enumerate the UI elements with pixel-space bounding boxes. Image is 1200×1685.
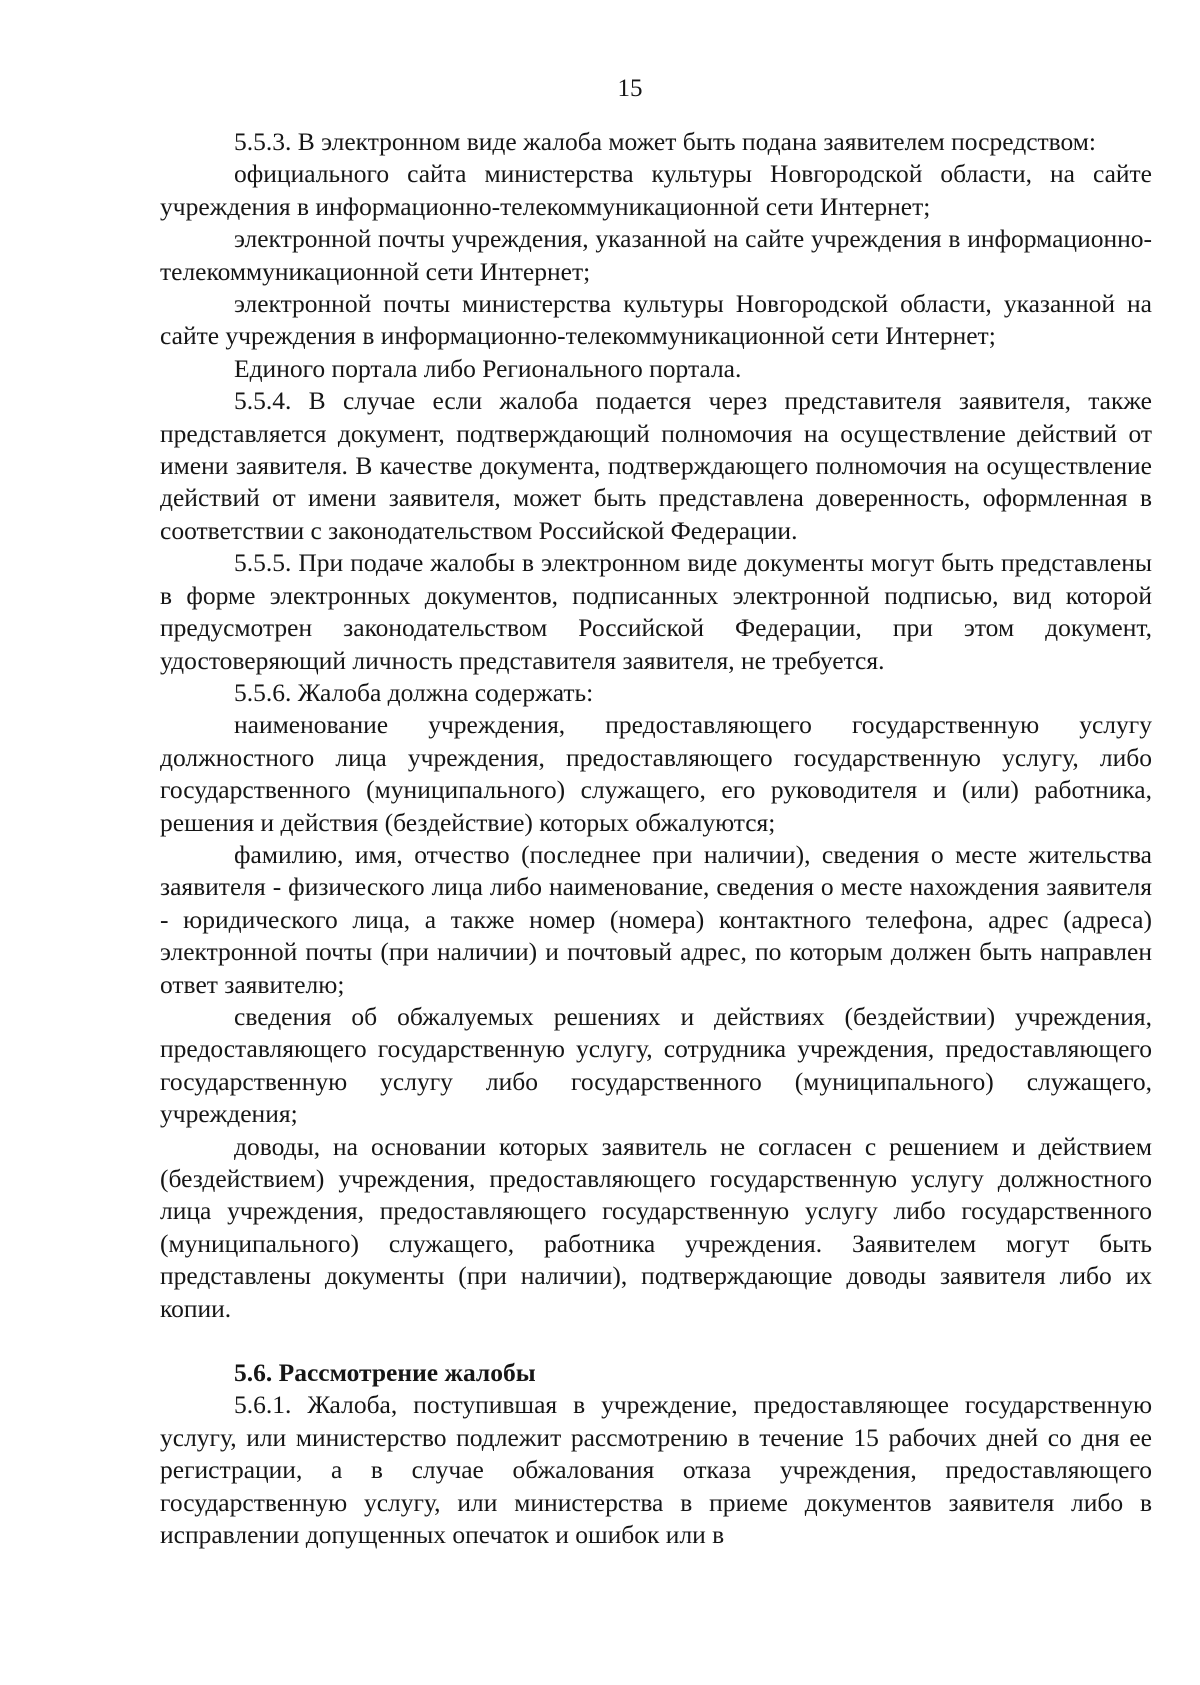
paragraph-5-5-5: 5.5.5. При подаче жалобы в электронном виде документы могут быть представлены в форме электронных документов, подписанных электронной подписью, вид которой предусмотрен законодательством Российской Федерации, при этом документ, удостоверяющий личность представителя заявителя, не требуется.	[160, 548, 1152, 675]
list-item-portal: Единого портала либо Регионального портала.	[234, 353, 742, 383]
list-item-official-site: официального сайта министерства культуры Новгородской области, на сайте учреждения в информационно-телекоммуникационной сети Интернет;	[160, 159, 1152, 221]
paragraph-5-5-3: 5.5.3. В электронном виде жалоба может быть подана заявителем посредством:	[234, 127, 1097, 156]
paragraph-5-5-6: 5.5.6. Жалоба должна содержать:	[234, 677, 594, 707]
list-item-institution-email: электронной почты учреждения, указанной на сайте учреждения в информационно-телекоммуникационной сети Интернет;	[160, 224, 1152, 286]
list-item-appealed-decisions: сведения об обжалуемых решениях и действиях (бездействии) учреждения, предоставляющего государственную услугу, сотрудника учреждения, предоставляющего государственную услугу либо государственного (муниципального) служащего, учреждения;	[160, 1001, 1152, 1129]
list-item-applicant-details: фамилию, имя, отчество (последнее при наличии), сведения о месте жительства заявителя - физического лица либо наименование, сведения о месте нахождения заявителя - юридического лица, а также номер (номера) контактного телефона, адрес (адреса) электронной почты (при наличии) и почтовый адрес, по которым должен быть направлен ответ заявителю;	[160, 839, 1152, 999]
list-item-institution-name: наименование учреждения, предоставляющего государственную услугу должностного лица учреждения, предоставляющего государственную услугу, либо государственного (муниципального) служащего, его руководителя и (или) работника, решения и действия (бездействие) которых обжалуются;	[160, 710, 1152, 837]
list-item-ministry-email: электронной почты министерства культуры Новгородской области, указанной на сайте учреждения в информационно-телекоммуникационной сети Интернет;	[160, 289, 1152, 351]
list-item-arguments: доводы, на основании которых заявитель не согласен с решением и действием (бездействием) учреждения, предоставляющего государственную услугу должностного лица учреждения, предоставляющего государственную услугу либо государственного (муниципального) служащего, работника учреждения. Заявителем могут быть представлены документы (при наличии), подтверждающие доводы заявителя либо их копии.	[160, 1131, 1152, 1323]
paragraph-5-5-4: 5.5.4. В случае если жалоба подается через представителя заявителя, также представляется документ, подтверждающий полномочия на осуществление действий от имени заявителя. В качестве документа, подтверждающего полномочия на осуществление действий от имени заявителя, может быть представлена доверенность, оформленная в соответствии с законодательством Российской Федерации.	[160, 386, 1152, 545]
page-number: 15	[617, 75, 643, 102]
document-body	[160, 126, 1152, 1551]
paragraph-5-6-1: 5.6.1. Жалоба, поступившая в учреждение, предоставляющее государственную услугу, или министерство подлежит рассмотрению в течение 15 рабочих дней со дня ее регистрации, а в случае обжалования отказа учреждения, предоставляющего государственную услугу, или министерства в приеме документов заявителя либо в исправлении допущенных опечаток и ошибок или в	[160, 1390, 1152, 1550]
section-heading: 5.6. Рассмотрение жалобы	[234, 1358, 536, 1388]
